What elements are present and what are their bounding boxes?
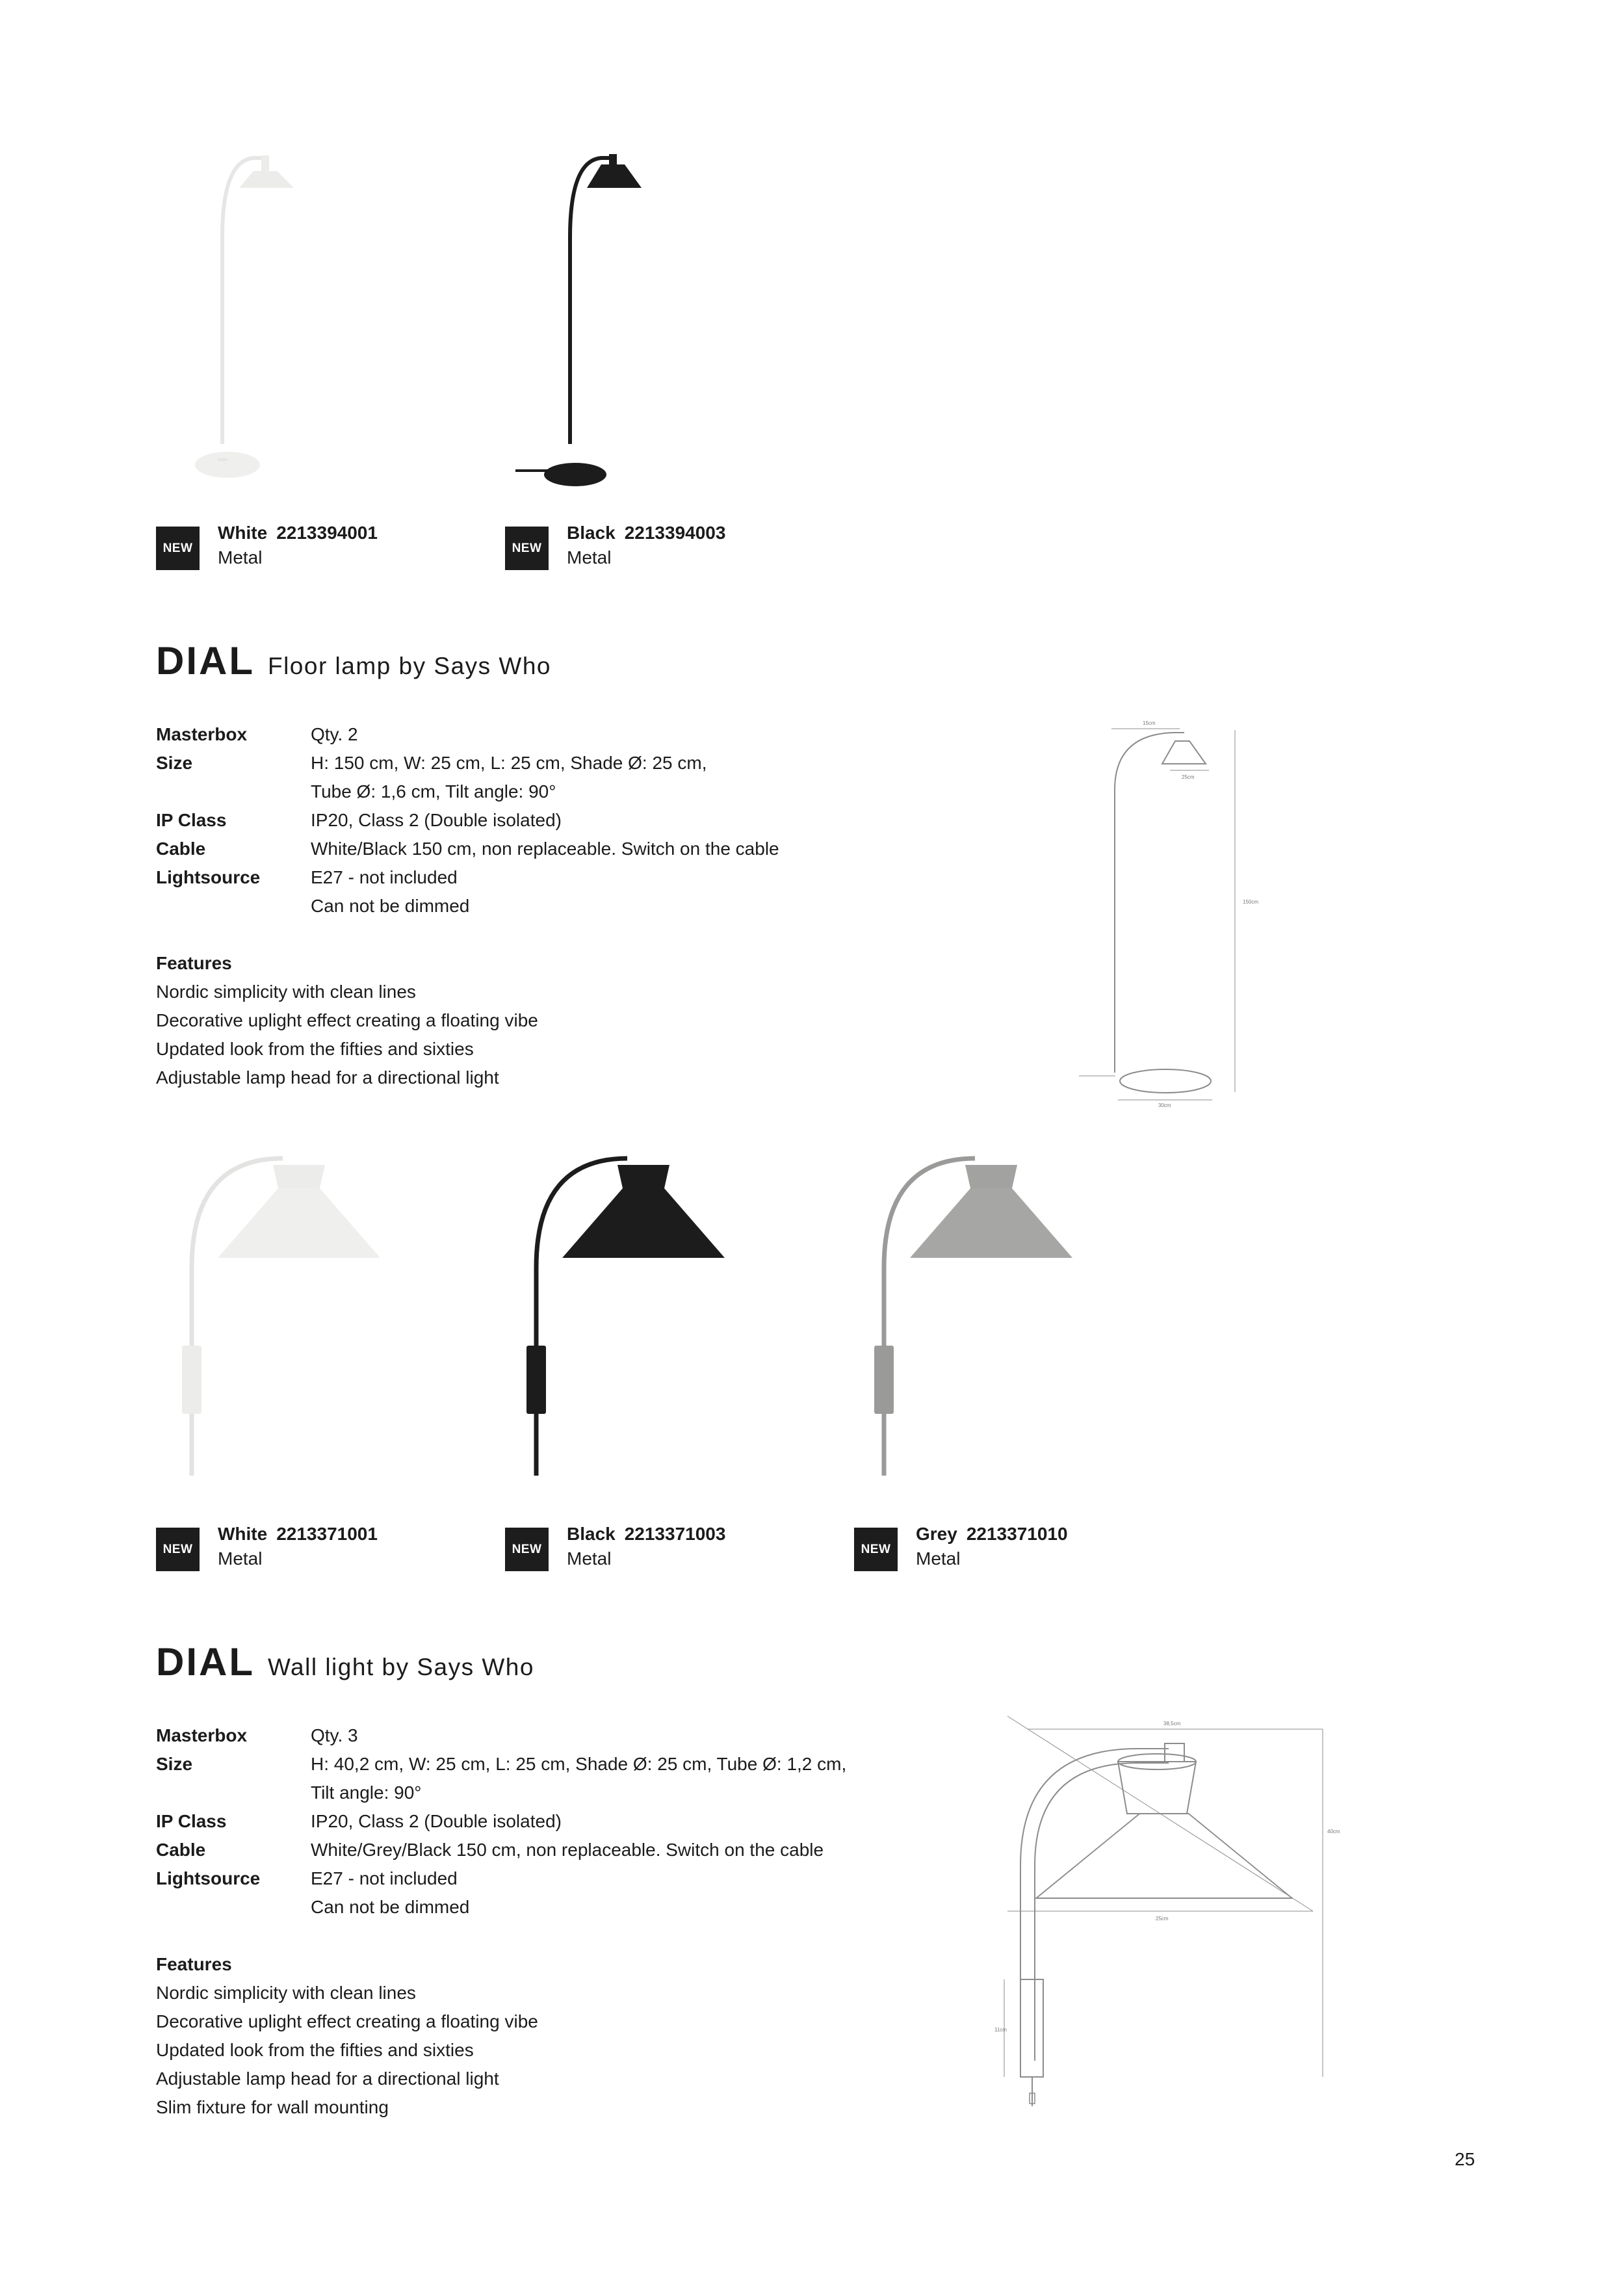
feature-item: Updated look from the fifties and sixties [156,2040,474,2060]
spec-value: H: 150 cm, W: 25 cm, L: 25 cm, Shade Ø: 25 cm, [311,753,707,773]
variant-color: White [218,523,268,543]
variant-color: White [218,1524,268,1544]
dimension-label: 40cm [1327,1829,1340,1834]
variant-code: 2213371010 [966,1524,1068,1544]
variant-material: Metal [218,1548,263,1569]
spec-value: Tilt angle: 90° [311,1782,422,1803]
product-subtitle: Wall light by Says Who [267,1654,534,1680]
spec-label-size: Size [156,1754,193,1774]
product-name: DIAL [156,639,255,683]
spec-value: Tube Ø: 1,6 cm, Tilt angle: 90° [311,781,556,802]
variant-color: Grey [916,1524,957,1544]
variant-label-wall-white [218,1522,378,1571]
floor-lamp-white-image [149,146,299,501]
variant-code: 2213394001 [276,523,378,543]
variant-material: Metal [916,1548,961,1569]
spec-label-lightsource: Lightsource [156,1868,261,1888]
spec-value: White/Black 150 cm, non replaceable. Switch on the cable [311,839,779,859]
wall-light-title [156,1639,534,1684]
floor-lamp-title [156,638,551,683]
spec-label-masterbox: Masterbox [156,1725,248,1745]
dimension-label: 30cm [1158,1102,1171,1108]
spec-value: IP20, Class 2 (Double isolated) [311,1811,562,1831]
dimension-label: 15cm [1143,720,1156,726]
new-badge: NEW [156,527,200,570]
new-badge: NEW [156,1528,200,1571]
feature-item: Decorative uplight effect creating a floating vibe [156,2011,538,2031]
variant-label-floor-white [218,521,378,570]
page-number: 25 [1455,2149,1475,2169]
product-subtitle: Floor lamp by Says Who [267,653,552,679]
variant-code: 2213394003 [624,523,726,543]
variant-label-wall-grey [916,1522,1068,1571]
variant-label-wall-black [567,1522,725,1571]
spec-label-cable: Cable [156,839,206,859]
spec-label-ip-class: IP Class [156,1811,227,1831]
features-title: Features [156,1954,232,1974]
feature-item: Nordic simplicity with clean lines [156,982,416,1002]
features-title: Features [156,953,232,973]
variant-code: 2213371003 [624,1524,726,1544]
wall-light-black-image [513,1151,728,1489]
spec-value: White/Grey/Black 150 cm, non replaceable. Switch on the cable [311,1840,824,1860]
variant-material: Metal [218,547,263,567]
variant-label-floor-black [567,521,725,570]
new-badge: NEW [854,1528,898,1571]
spec-value: Can not be dimmed [311,896,470,916]
spec-label-lightsource: Lightsource [156,867,261,887]
variant-material: Metal [567,547,612,567]
spec-value: H: 40,2 cm, W: 25 cm, L: 25 cm, Shade Ø: 25 cm, Tube Ø: 1,2 cm, [311,1754,847,1774]
spec-value: Qty. 3 [311,1725,358,1745]
feature-item: Nordic simplicity with clean lines [156,1983,416,2003]
feature-item: Adjustable lamp head for a directional light [156,1067,499,1088]
spec-value: E27 - not included [311,1868,458,1888]
spec-label-cable: Cable [156,1840,206,1860]
variant-color: Black [567,523,616,543]
floor-lamp-black-image [497,146,647,501]
new-badge: NEW [505,527,549,570]
product-name: DIAL [156,1640,255,1684]
dimension-label: 150cm [1243,899,1259,905]
wall-light-dimension-drawing [994,1716,1358,2119]
variant-code: 2213371001 [276,1524,378,1544]
spec-value: Qty. 2 [311,724,358,744]
dimension-label: 11cm [994,2027,1007,2033]
spec-value: E27 - not included [311,867,458,887]
spec-label-ip-class: IP Class [156,810,227,830]
variant-color: Black [567,1524,616,1544]
spec-label-masterbox: Masterbox [156,724,248,744]
variant-material: Metal [567,1548,612,1569]
dimension-label: 25cm [1156,1916,1169,1922]
wall-light-grey-image [861,1151,1076,1489]
dimension-label: 25cm [1182,774,1195,780]
feature-item: Adjustable lamp head for a directional light [156,2068,499,2089]
feature-item: Decorative uplight effect creating a floating vibe [156,1010,538,1030]
feature-item: Updated look from the fifties and sixties [156,1039,474,1059]
spec-value: Can not be dimmed [311,1897,470,1917]
feature-item: Slim fixture for wall mounting [156,2097,389,2117]
new-badge: NEW [505,1528,549,1571]
spec-label-size: Size [156,753,193,773]
spec-value: IP20, Class 2 (Double isolated) [311,810,562,830]
floor-lamp-dimension-drawing [1072,718,1259,1108]
wall-light-white-image [169,1151,383,1489]
dimension-label: 38,5cm [1163,1721,1181,1727]
